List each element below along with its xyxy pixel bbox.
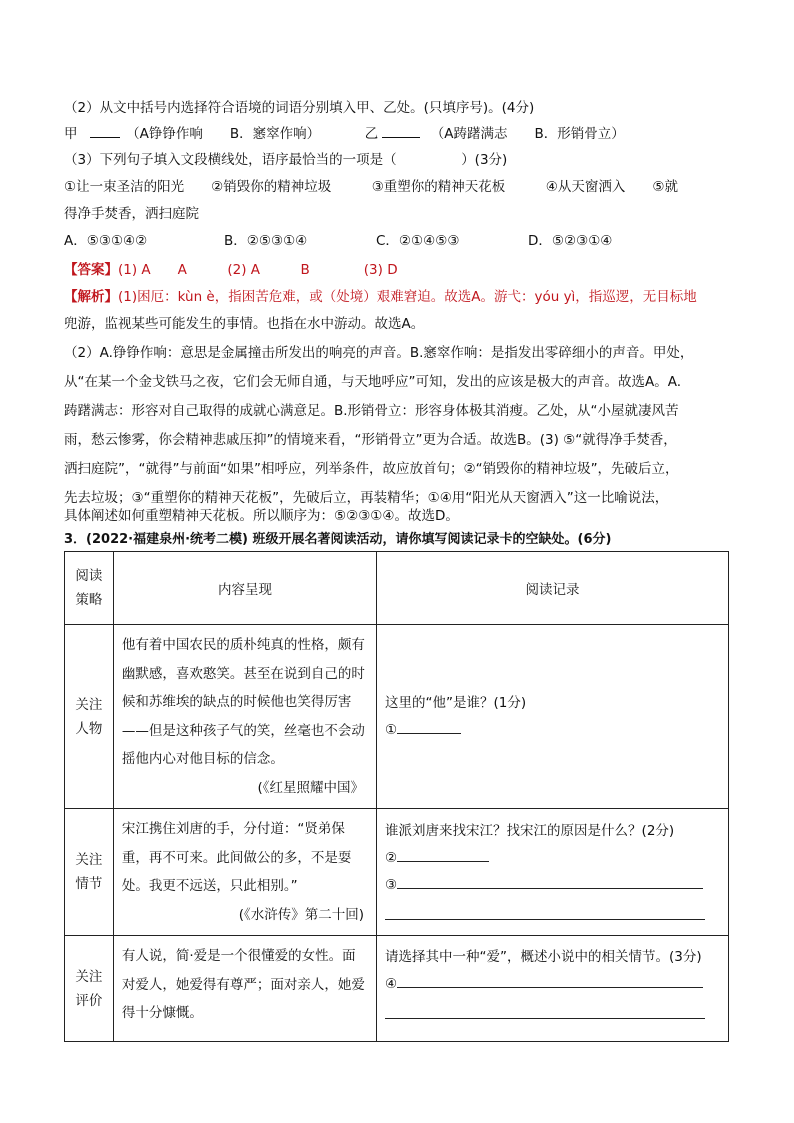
q3-stem — [64, 150, 732, 170]
analysis-line-1: 【解析】(1)困厄：kùn è，指困苦危难，或（处境）艰难窘迫。故选A。游弋：yóu yì，指巡逻，无目标地 — [64, 289, 697, 305]
table-row — [65, 625, 729, 809]
row-record-evaluation: 请选择其中一种“爱”，概述小说中的相关情节。(3分) ④ — [377, 936, 729, 1042]
q2-yi-blank[interactable] — [382, 124, 420, 138]
row-content-character: 他有着中国农民的质朴纯真的性格，颇有幽默感，喜欢憨笑。甚至在说到自己的时候和苏维埃的缺点的时候他也笑得厉害——但是这种孩子气的笑，丝毫也不会动摇他内心对他目标的信念。 (《红星照耀中国》 — [113, 625, 376, 809]
table-row — [65, 809, 729, 936]
q3-option-c: C．②①④⑤③ — [376, 233, 460, 249]
answer-line — [64, 260, 732, 280]
table-row — [65, 936, 729, 1042]
row-content-evaluation: 有人说，简·爱是一个很懂爱的女性。面对爱人，她爱得有尊严；面对亲人，她爱得十分慷慨。 — [113, 936, 376, 1042]
blank-1-input[interactable] — [397, 717, 461, 734]
header-content: 内容呈现 — [113, 552, 376, 625]
analysis-line-3: （2）A.铮铮作响：意思是金属撞击所发出的响亮的声音。B.窸窣作响：是指发出零碎细小的声音。甲处， — [64, 345, 694, 361]
analysis-line-5: 踌躇满志：形容对自己取得的成就心满意足。B.形销骨立：形容身体极其消瘦。乙处，从“小屋就凄风苦 — [64, 403, 679, 419]
q2-fill-line — [64, 124, 732, 144]
analysis-line-6: 雨，愁云惨雾，你会精神悲戚压抑”的情境来看，“形销骨立”更为合适。故选B。(3) ⑤“就得净手焚香， — [64, 432, 677, 448]
q3-items-line1: ①让一束圣洁的阳光 ②销毁你的精神垃圾 ③重塑你的精神天花板 ④从天窗洒入 ⑤就 — [64, 179, 679, 195]
q3-option-a: A．⑤③①④② — [64, 233, 148, 249]
q3-option-d: D．⑤②③①④ — [528, 233, 613, 249]
analysis-line-8: 先去垃圾；③“重塑你的精神天花板”，先破后立，再装精华；①④用“阳光从天窗洒入”这一比喻说法， — [64, 490, 669, 506]
blank-4-extra-line[interactable] — [385, 998, 705, 1019]
question-3-title: 3．(2022·福建泉州·统考二模) 班级开展名著阅读活动，请你填写阅读记录卡的空缺处。(6分) — [64, 532, 612, 547]
answer-text: (1) A A (2) A B (3) D — [118, 262, 398, 278]
blank-3-extra-line[interactable] — [385, 899, 705, 920]
blank-2-input[interactable] — [397, 845, 489, 862]
analysis-line-7: 洒扫庭院”，“就得”与前面“如果”相呼应，列举条件，故应放首句；②“销毁你的精神垃圾”，先破后立， — [64, 461, 679, 477]
header-strategy: 阅读 策略 — [65, 552, 114, 625]
q2-jia-options: （A铮铮作响 B．窸窣作响） — [126, 126, 321, 142]
q2-yi-label: 乙 — [364, 126, 379, 142]
q2-jia-label: 甲 — [64, 126, 78, 142]
row-content-plot: 宋江携住刘唐的手，分付道：“贤弟保重，再不可来。此间做公的多，不是耍处。我更不远送，只此相别。” (《水浒传》第二十回) — [113, 809, 376, 936]
source-water-margin: (《水浒传》第二十回) — [238, 906, 365, 923]
q3-stem-after: ）(3分) — [461, 152, 508, 168]
row-strategy-character: 关注 人物 — [65, 625, 114, 809]
row-strategy-plot: 关注 情节 — [65, 809, 114, 936]
row-record-plot: 谁派刘唐来找宋江？找宋江的原因是什么？(2分) ② ③ — [377, 809, 729, 936]
q2-jia-blank[interactable] — [90, 124, 120, 138]
q2-yi-options: （A踌躇满志 B．形销骨立） — [430, 126, 625, 142]
analysis-line-4: 从“在某一个金戈铁马之夜，它们会无师自通，与天地呼应”可知，发出的应该是极大的声音。故选A。A. — [64, 374, 682, 390]
analysis-label: 【解析】 — [64, 289, 118, 305]
q2-stem: （2）从文中括号内选择符合语境的词语分别填入甲、乙处。(只填序号)。(4分) — [64, 100, 535, 116]
analysis-line-9: 具体阐述如何重塑精神天花板。所以顺序为：⑤②③①④。故选D。 — [64, 508, 459, 524]
header-record: 阅读记录 — [377, 552, 729, 625]
table-header-row — [65, 552, 729, 625]
q3-stem-before: （3）下列句子填入文段横线处，语序最恰当的一项是（ — [64, 152, 397, 168]
q3-items-line2: 得净手焚香，洒扫庭院 — [64, 206, 199, 222]
analysis-line-2: 兜游，监视某些可能发生的事情。也指在水中游动。故选A。 — [64, 316, 425, 332]
row-strategy-evaluation: 关注 评价 — [65, 936, 114, 1042]
blank-4-input[interactable] — [397, 971, 703, 988]
q3-option-b: B．②⑤③①④ — [224, 233, 308, 249]
reading-record-table — [64, 551, 729, 1042]
blank-3-input[interactable] — [397, 872, 703, 889]
answer-label: 【答案】 — [64, 262, 118, 278]
source-red-star: (《红星照耀中国》 — [257, 779, 365, 796]
record-prompt-2: 谁派刘唐来找宋江？找宋江的原因是什么？(2分) — [385, 823, 675, 839]
row-record-character: 这里的“他”是谁？(1分) ① — [377, 625, 729, 809]
record-prompt-3: 请选择其中一种“爱”，概述小说中的相关情节。(3分) — [385, 949, 702, 965]
record-prompt-1: 这里的“他”是谁？(1分) — [385, 694, 527, 711]
